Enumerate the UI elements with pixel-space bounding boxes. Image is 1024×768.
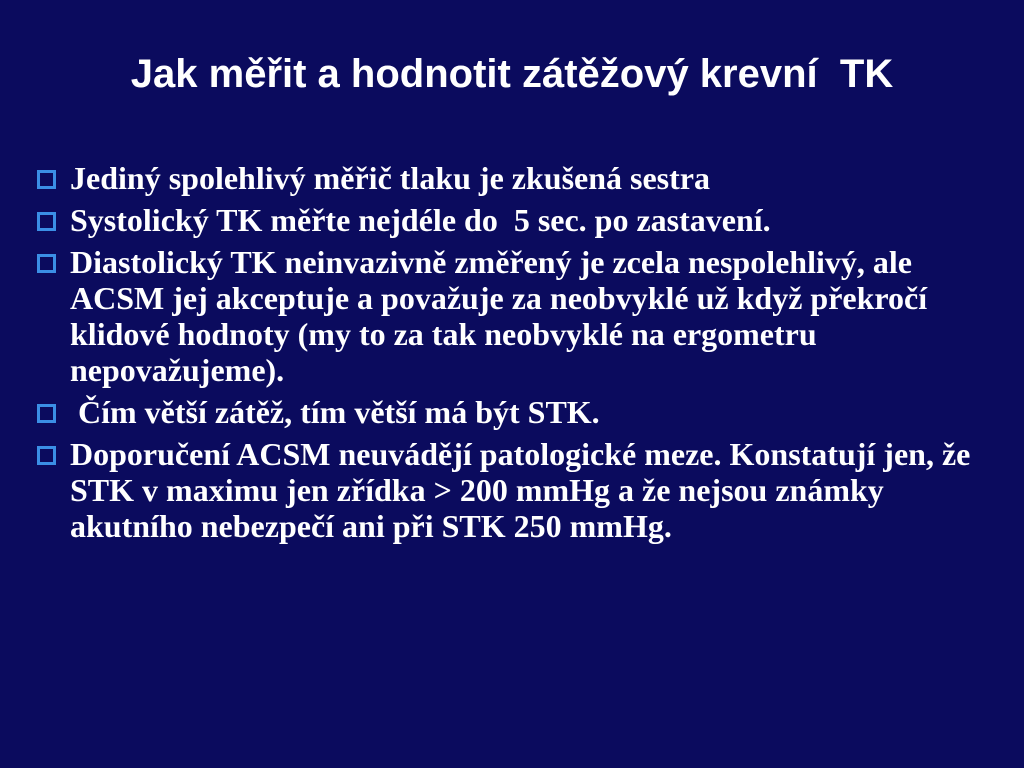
bullet-text: Čím větší zátěž, tím větší má být STK. — [70, 394, 600, 430]
bullet-text: Diastolický TK neinvazivně změřený je zcela nespolehlivý, ale ACSM jej akceptuje a považuje za neobvyklé už když překročí klidové hodnoty (my to za tak neobvyklé na ergometru nepovažujeme). — [70, 244, 936, 388]
square-bullet-icon — [37, 404, 56, 423]
square-bullet-icon — [37, 254, 56, 273]
bullet-item — [34, 202, 994, 238]
square-bullet-icon — [37, 170, 56, 189]
bullet-text: Jediný spolehlivý měřič tlaku je zkušená sestra — [70, 160, 710, 196]
bullet-item — [34, 436, 994, 544]
square-bullet-icon — [37, 446, 56, 465]
bullet-item — [34, 244, 994, 388]
bullet-item — [34, 394, 994, 430]
square-bullet-icon — [37, 212, 56, 231]
slide-title: Jak měřit a hodnotit zátěžový krevní TK — [130, 52, 894, 96]
bullet-list — [34, 160, 994, 550]
bullet-text: Systolický TK měřte nejdéle do 5 sec. po zastavení. — [70, 202, 771, 238]
bullet-text: Doporučení ACSM neuvádějí patologické meze. Konstatují jen, že STK v maximu jen zřídka > 200 mmHg a že nejsou známky akutního nebezpečí ani při STK 250 mmHg. — [70, 436, 979, 544]
bullet-item — [34, 160, 994, 196]
